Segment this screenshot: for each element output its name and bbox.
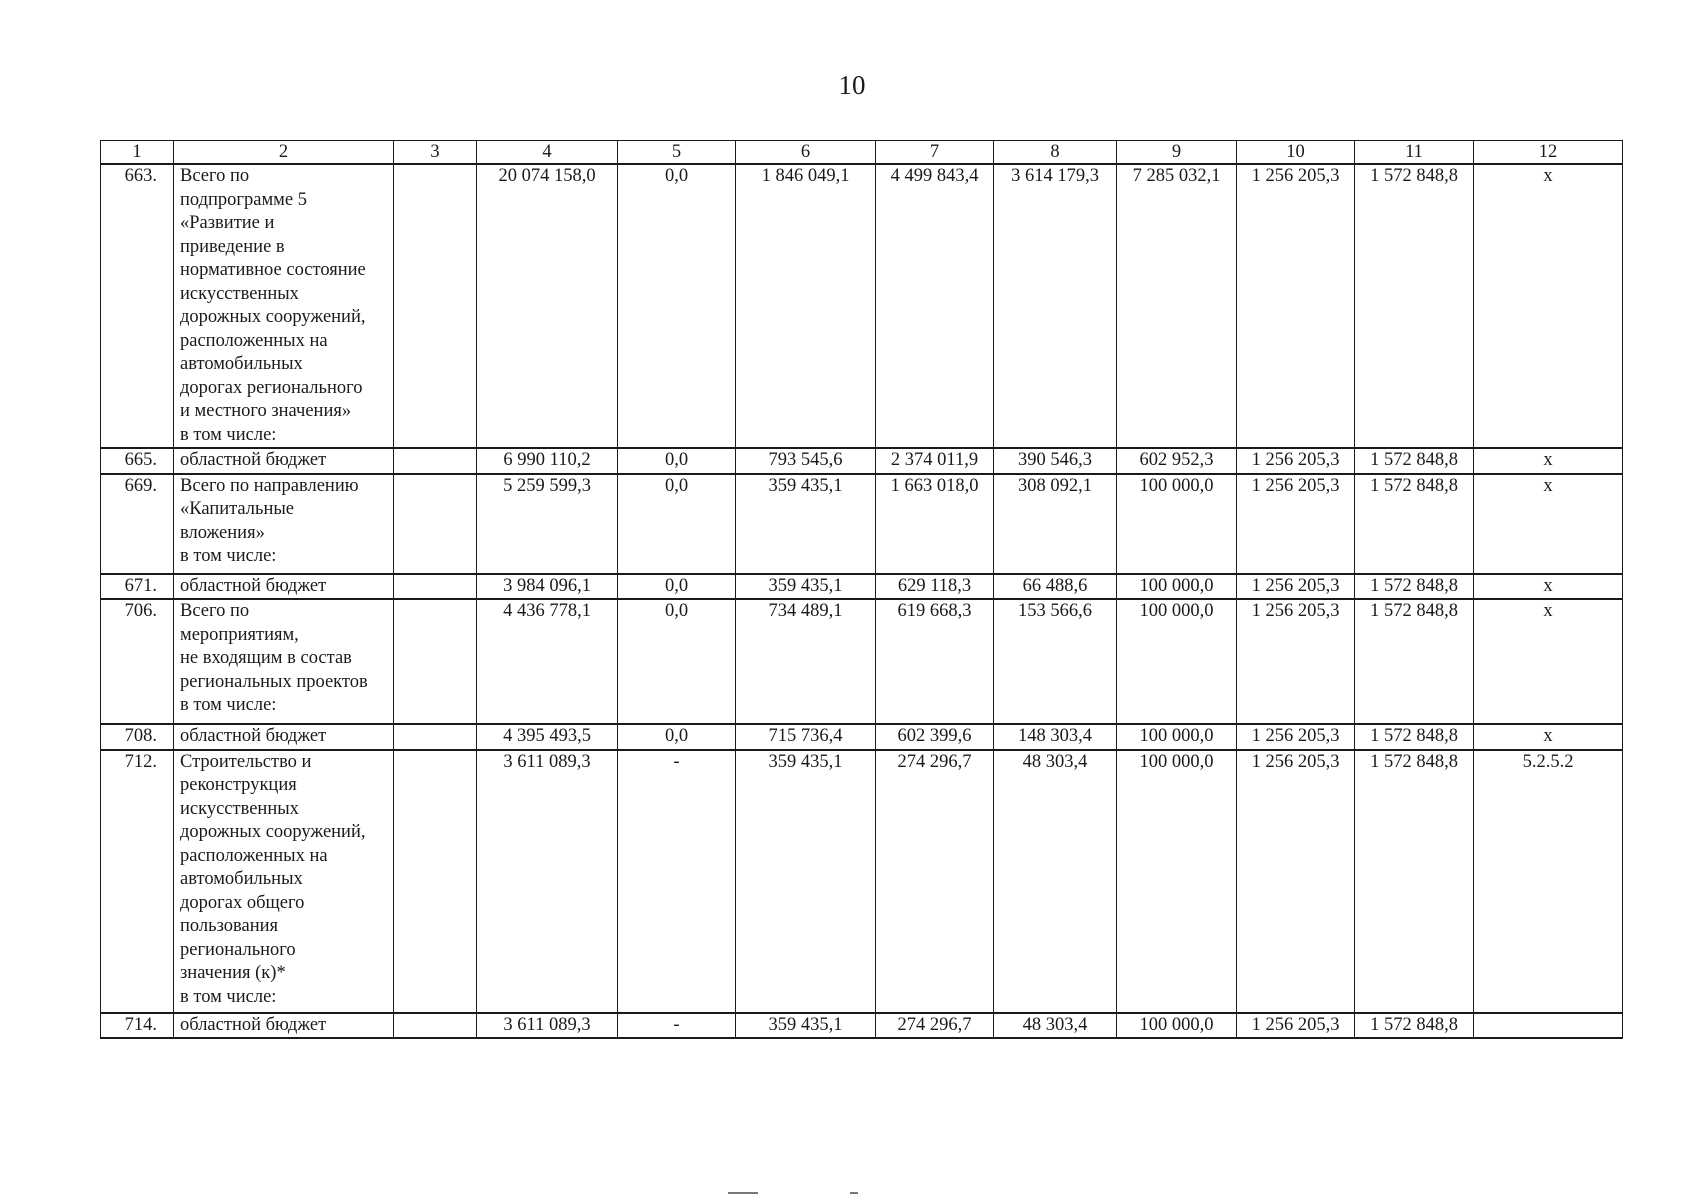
- value-cell: 4 499 843,4: [876, 164, 994, 448]
- value-cell: 100 000,0: [1117, 474, 1237, 574]
- row-name: Всего по направлению «Капитальные вложения» в том числе:: [174, 474, 394, 574]
- row-name: областной бюджет: [174, 724, 394, 750]
- cell-col3: [394, 599, 477, 724]
- value-cell: -: [618, 1013, 736, 1039]
- value-cell: 100 000,0: [1117, 1013, 1237, 1039]
- row-name: Строительство и реконструкция искусственных дорожных сооружений, расположенных на автомобильных дорогах общего пользования регионального значения (к)* в том числе:: [174, 750, 394, 1013]
- value-cell: 602 399,6: [876, 724, 994, 750]
- value-cell: 100 000,0: [1117, 599, 1237, 724]
- value-cell: 1 572 848,8: [1355, 750, 1474, 1013]
- value-cell: 0,0: [618, 474, 736, 574]
- row-code: x: [1474, 574, 1623, 600]
- value-cell: 1 256 205,3: [1237, 750, 1355, 1013]
- value-cell: 1 256 205,3: [1237, 574, 1355, 600]
- table-row: [101, 724, 1623, 750]
- cell-col3: [394, 164, 477, 448]
- column-header: 2: [174, 141, 394, 165]
- value-cell: 1 572 848,8: [1355, 599, 1474, 724]
- value-cell: 1 572 848,8: [1355, 474, 1474, 574]
- value-cell: 734 489,1: [736, 599, 876, 724]
- row-number: 712.: [101, 750, 174, 1013]
- row-code: x: [1474, 448, 1623, 474]
- column-header: 10: [1237, 141, 1355, 165]
- value-cell: 3 984 096,1: [477, 574, 618, 600]
- table-row: [101, 750, 1623, 1013]
- page-number: 10: [838, 70, 866, 100]
- value-cell: 4 436 778,1: [477, 599, 618, 724]
- value-cell: 1 572 848,8: [1355, 1013, 1474, 1039]
- value-cell: 4 395 493,5: [477, 724, 618, 750]
- scan-artifact-mark: [728, 1192, 758, 1194]
- value-cell: 148 303,4: [994, 724, 1117, 750]
- value-cell: 0,0: [618, 724, 736, 750]
- value-cell: 100 000,0: [1117, 724, 1237, 750]
- value-cell: 619 668,3: [876, 599, 994, 724]
- row-name: Всего по мероприятиям, не входящим в состав региональных проектов в том числе:: [174, 599, 394, 724]
- table-header-row: [101, 141, 1623, 165]
- column-header: 12: [1474, 141, 1623, 165]
- value-cell: 7 285 032,1: [1117, 164, 1237, 448]
- row-number: 714.: [101, 1013, 174, 1039]
- row-number: 665.: [101, 448, 174, 474]
- row-code: x: [1474, 164, 1623, 448]
- row-code: x: [1474, 599, 1623, 724]
- row-name: областной бюджет: [174, 574, 394, 600]
- column-header: 6: [736, 141, 876, 165]
- value-cell: 5 259 599,3: [477, 474, 618, 574]
- row-number: 669.: [101, 474, 174, 574]
- column-header: 1: [101, 141, 174, 165]
- cell-col3: [394, 448, 477, 474]
- row-name: Всего по подпрограмме 5 «Развитие и приведение в нормативное состояние искусственных дорожных сооружений, расположенных на автомобильных дорогах регионального и местного значения» в том числе:: [174, 164, 394, 448]
- value-cell: 274 296,7: [876, 1013, 994, 1039]
- cell-col3: [394, 724, 477, 750]
- value-cell: 66 488,6: [994, 574, 1117, 600]
- row-number: 706.: [101, 599, 174, 724]
- value-cell: 359 435,1: [736, 474, 876, 574]
- value-cell: 1 256 205,3: [1237, 599, 1355, 724]
- value-cell: 1 572 848,8: [1355, 448, 1474, 474]
- column-header: 3: [394, 141, 477, 165]
- value-cell: 1 256 205,3: [1237, 724, 1355, 750]
- column-header: 11: [1355, 141, 1474, 165]
- value-cell: 359 435,1: [736, 750, 876, 1013]
- value-cell: 0,0: [618, 574, 736, 600]
- value-cell: 3 614 179,3: [994, 164, 1117, 448]
- value-cell: 48 303,4: [994, 1013, 1117, 1039]
- value-cell: 308 092,1: [994, 474, 1117, 574]
- value-cell: 1 846 049,1: [736, 164, 876, 448]
- value-cell: 0,0: [618, 599, 736, 724]
- value-cell: 1 663 018,0: [876, 474, 994, 574]
- value-cell: 48 303,4: [994, 750, 1117, 1013]
- value-cell: 715 736,4: [736, 724, 876, 750]
- value-cell: 1 572 848,8: [1355, 574, 1474, 600]
- row-name: областной бюджет: [174, 448, 394, 474]
- value-cell: 793 545,6: [736, 448, 876, 474]
- value-cell: 3 611 089,3: [477, 750, 618, 1013]
- value-cell: 629 118,3: [876, 574, 994, 600]
- value-cell: 153 566,6: [994, 599, 1117, 724]
- value-cell: 1 256 205,3: [1237, 1013, 1355, 1039]
- column-header: 4: [477, 141, 618, 165]
- column-header: 9: [1117, 141, 1237, 165]
- value-cell: 390 546,3: [994, 448, 1117, 474]
- value-cell: 6 990 110,2: [477, 448, 618, 474]
- value-cell: 1 256 205,3: [1237, 448, 1355, 474]
- table-row: [101, 1013, 1623, 1039]
- table-row: [101, 574, 1623, 600]
- value-cell: 1 256 205,3: [1237, 474, 1355, 574]
- table-row: [101, 448, 1623, 474]
- value-cell: 1 572 848,8: [1355, 724, 1474, 750]
- row-name: областной бюджет: [174, 1013, 394, 1039]
- value-cell: 0,0: [618, 164, 736, 448]
- value-cell: 0,0: [618, 448, 736, 474]
- column-header: 8: [994, 141, 1117, 165]
- budget-table: [100, 140, 1623, 1039]
- cell-col3: [394, 1013, 477, 1039]
- table-row: [101, 474, 1623, 574]
- cell-col3: [394, 474, 477, 574]
- row-code: x: [1474, 474, 1623, 574]
- value-cell: 1 572 848,8: [1355, 164, 1474, 448]
- row-code: [1474, 1013, 1623, 1039]
- table-body: [101, 141, 1623, 1039]
- column-header: 7: [876, 141, 994, 165]
- value-cell: 359 435,1: [736, 1013, 876, 1039]
- scan-artifact-mark: [850, 1192, 858, 1194]
- table-row: [101, 164, 1623, 448]
- value-cell: 3 611 089,3: [477, 1013, 618, 1039]
- row-number: 663.: [101, 164, 174, 448]
- row-code: x: [1474, 724, 1623, 750]
- value-cell: 1 256 205,3: [1237, 164, 1355, 448]
- value-cell: 602 952,3: [1117, 448, 1237, 474]
- row-number: 708.: [101, 724, 174, 750]
- cell-col3: [394, 750, 477, 1013]
- value-cell: 274 296,7: [876, 750, 994, 1013]
- row-code: 5.2.5.2: [1474, 750, 1623, 1013]
- row-number: 671.: [101, 574, 174, 600]
- column-header: 5: [618, 141, 736, 165]
- table-row: [101, 599, 1623, 724]
- cell-col3: [394, 574, 477, 600]
- value-cell: 100 000,0: [1117, 750, 1237, 1013]
- value-cell: 2 374 011,9: [876, 448, 994, 474]
- value-cell: 100 000,0: [1117, 574, 1237, 600]
- value-cell: 20 074 158,0: [477, 164, 618, 448]
- value-cell: -: [618, 750, 736, 1013]
- value-cell: 359 435,1: [736, 574, 876, 600]
